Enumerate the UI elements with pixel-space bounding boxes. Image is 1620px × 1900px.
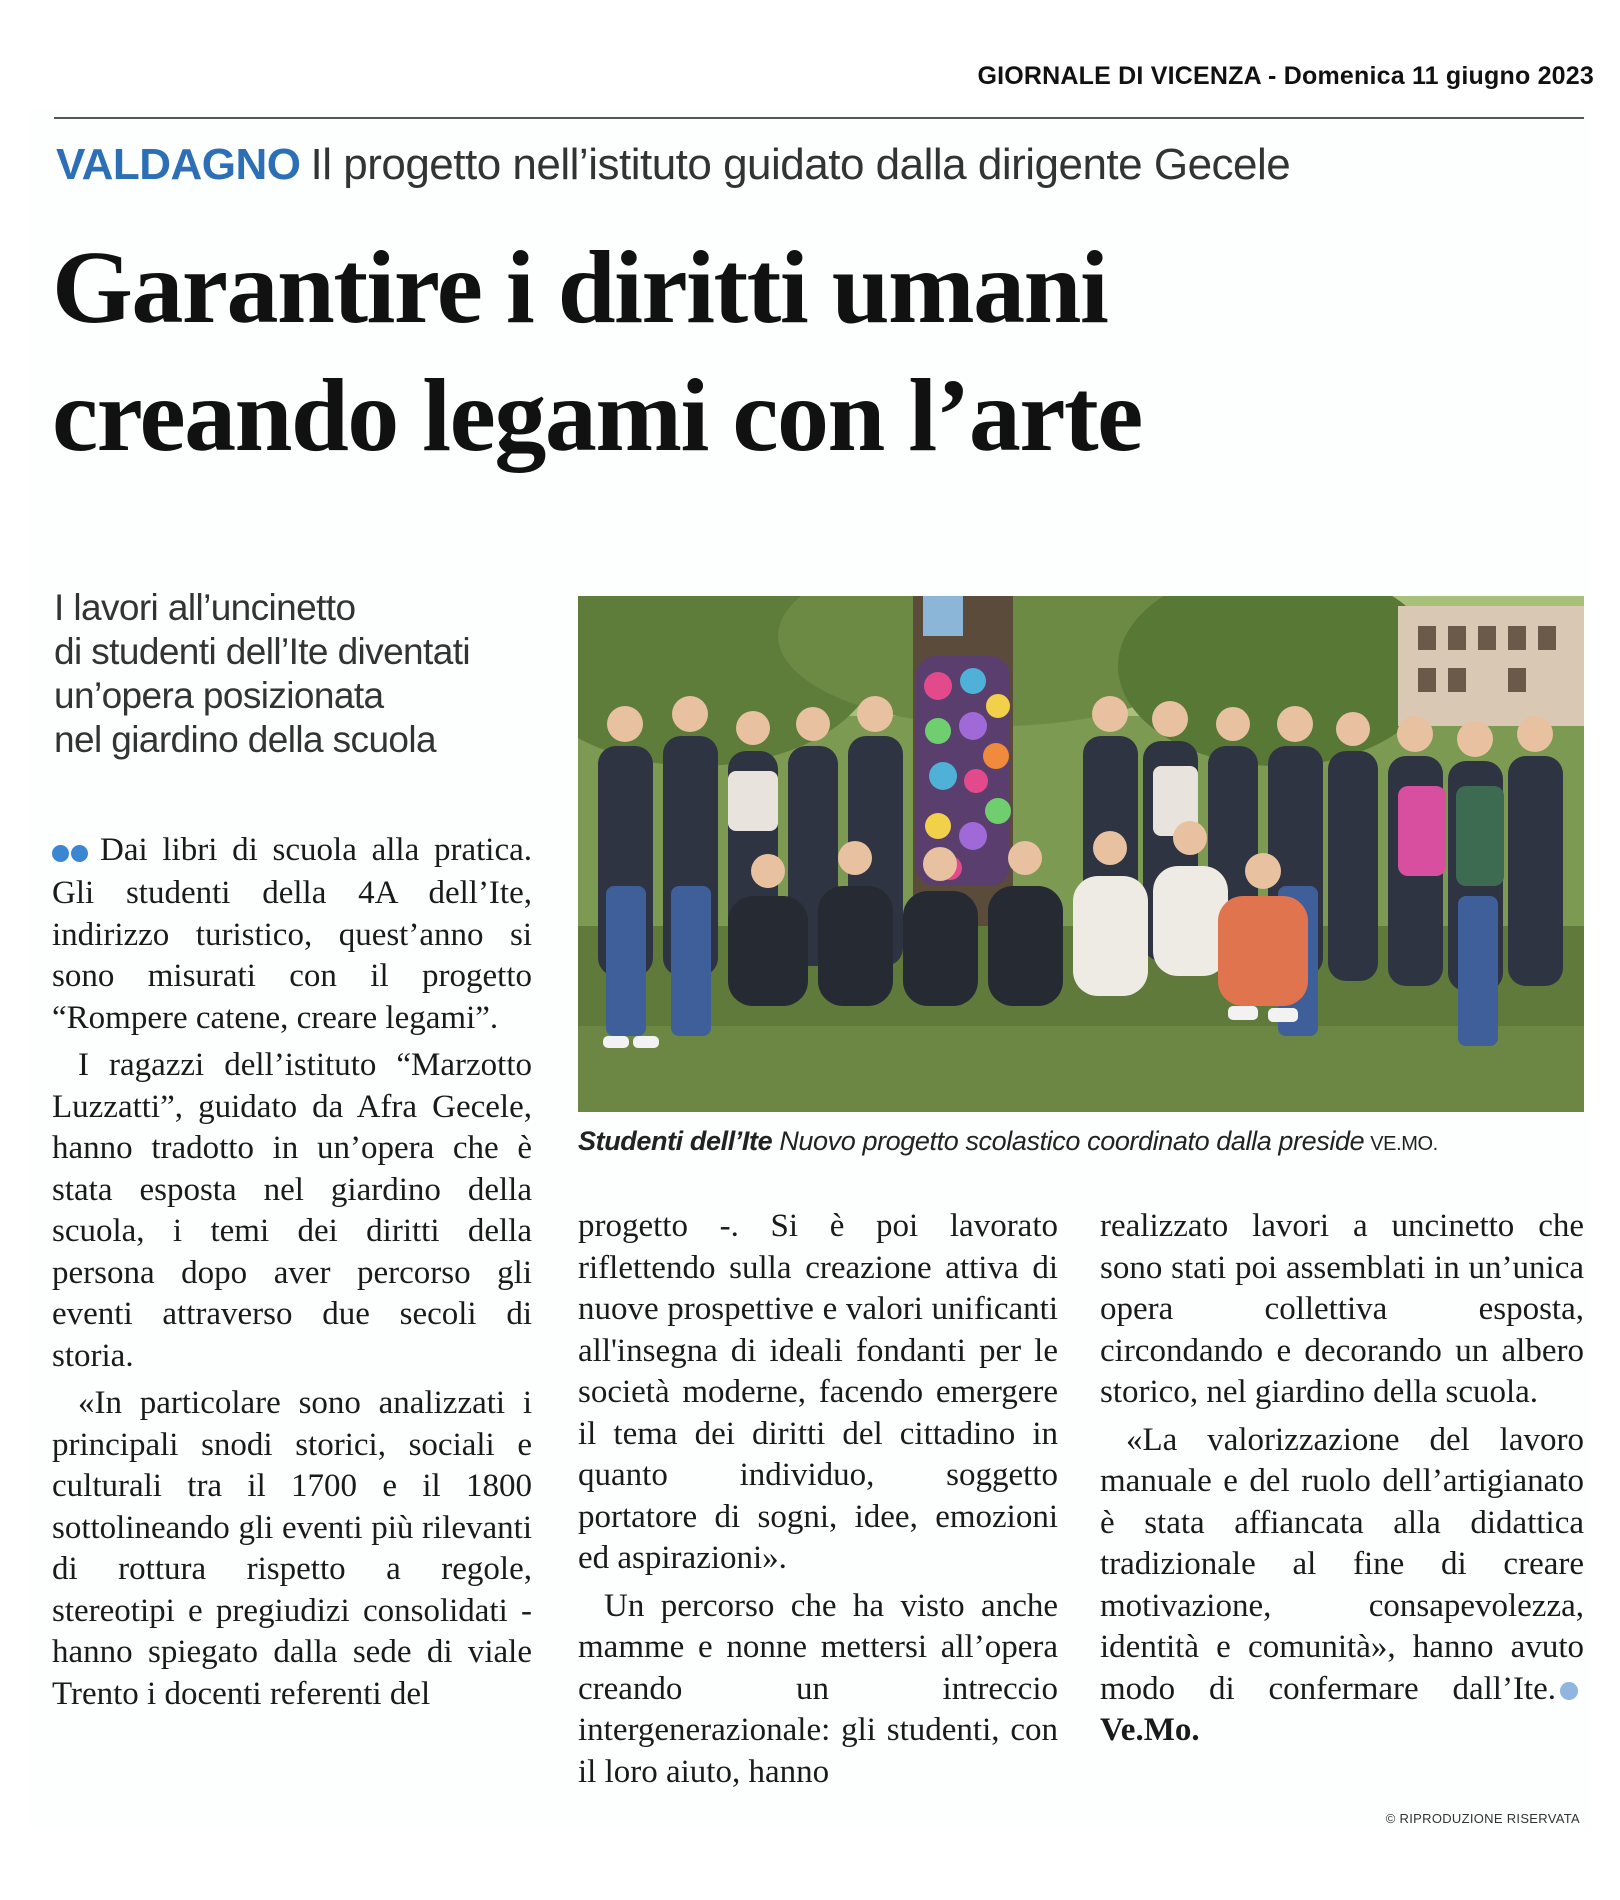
photo-caption — [578, 1126, 1584, 1157]
subhead-line-3: un’opera posizionata — [54, 675, 384, 716]
paragraph-text: Dai libri di scuola alla pratica. Gli studenti della 4A dell’Ite, indirizzo turistico, quest’anno si sono misurati con il progetto “Rompere catene, creare legami”. — [52, 832, 532, 1036]
caption-text: Nuovo progetto scolastico coordinato dalla preside — [779, 1126, 1365, 1156]
group-photo — [578, 596, 1584, 1112]
headline-line-2: creando legami con l’arte — [52, 358, 1142, 473]
author-signature: Ve.Mo. — [1100, 1712, 1200, 1748]
article-paragraph: Un percorso che ha visto anche mamme e nonne mettersi all’opera creando un intreccio intergenerazionale: gli studenti, con il loro aiuto, hanno — [578, 1587, 1058, 1790]
article-paragraph — [1100, 1420, 1584, 1752]
subhead-line-4: nel giardino della scuola — [54, 719, 436, 760]
article-paragraph: realizzato lavori a uncinetto che sono stati poi assemblati in un’unica opera collettiva esposta, circondando e decorando un albero storico, nel giardino della scuola. — [1100, 1208, 1584, 1410]
copyright-notice: © RIPRODUZIONE RISERVATA — [1385, 1811, 1580, 1826]
bullet-dots-icon — [52, 832, 90, 874]
headline-line-1: Garantire i diritti umani — [52, 230, 1108, 345]
end-dot-icon — [1560, 1682, 1578, 1700]
subheadline — [54, 586, 534, 762]
article-paragraph — [52, 830, 532, 1039]
kicker — [56, 140, 1290, 190]
top-rule — [54, 117, 1584, 119]
article-paragraph: I ragazzi dell’istituto “Marzotto Luzzatti”, guidato da Afra Gecele, hanno tradotto in un’opera che è stata esposta nel giardino della scuola, i temi dei diritti della persona dopo aver percorso gli eventi attraverso due secoli di storia. — [52, 1047, 532, 1374]
caption-credit: VE.MO. — [1370, 1133, 1438, 1155]
caption-lead: Studenti dell’Ite — [578, 1126, 773, 1156]
article-column-1 — [52, 830, 532, 1715]
kicker-text: Il progetto nell’istituto guidato dalla dirigente Gecele — [310, 140, 1291, 189]
article-column-3 — [1100, 1206, 1584, 1752]
kicker-location: VALDAGNO — [56, 140, 301, 189]
article-paragraph: «In particolare sono analizzati i principali snodi storici, sociali e culturali tra il 1700 e il 1800 sottolineando gli eventi più rilevanti di rottura rispetto a regole, stereotipi e pregiudizi consolidati - hanno spiegato dalla sede di viale Trento i docenti referenti del — [52, 1385, 532, 1712]
paragraph-text: «La valorizzazione del lavoro manuale e del ruolo dell’artigianato è stata affiancata alla didattica tradizionale al fine di creare motivazione, consapevolezza, identità e comunità», hanno avuto modo di confermare dall’Ite. — [1100, 1421, 1584, 1707]
photo-illustration — [578, 596, 1584, 1112]
subhead-line-2: di studenti dell’Ite diventati — [54, 631, 470, 672]
masthead-date: GIORNALE DI VICENZA - Domenica 11 giugno 2023 — [977, 62, 1594, 90]
headline — [52, 224, 1612, 480]
article-column-2 — [578, 1206, 1058, 1793]
article-paragraph: progetto -. Si è poi lavorato riflettendo sulla creazione attiva di nuove prospettive e valori unificanti all'insegna di ideali fondanti per le società moderne, facendo emergere il tema dei diritti del cittadino in quanto individuo, soggetto portatore di sogni, idee, emozioni ed aspirazioni». — [578, 1208, 1058, 1576]
subhead-line-1: I lavori all’uncinetto — [54, 587, 356, 628]
